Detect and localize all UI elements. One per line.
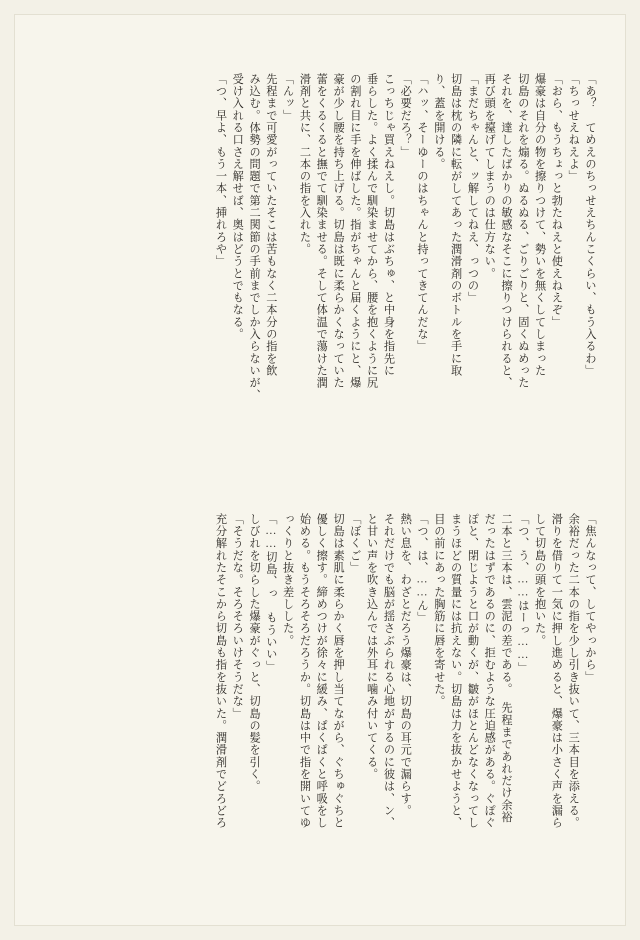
text-column: 「……切島、っ もういい」 [264, 513, 277, 673]
text-column: 「つ、は、……ん」 [416, 513, 429, 624]
text-column: 目の前にあった胸筋に唇を寄せた。 [432, 513, 445, 708]
text-column: それを、達したばかりの敏感なそこに擦りつけられると、 [500, 73, 513, 389]
text-block-lower [209, 513, 595, 843]
text-column: と甘い声を吹き込んでは外耳に噛み付いてくる。 [365, 513, 378, 781]
text-column: 切島は素肌に柔らかく唇を押し当てながら、ぐちゅぐちと [332, 513, 345, 829]
text-column: 切島は枕の隣に転がしてあった潤滑剤のボトルを手に取 [449, 73, 462, 377]
text-column: 「つ、う、……はーっ……」 [516, 513, 529, 675]
text-column: 「ぼくご」 [348, 513, 361, 574]
text-block-upper [209, 73, 595, 473]
text-column: 始める。もうそろそろだろうか。切島は中で指を開いてゆ [298, 513, 311, 829]
text-column: っくりと抜き差しした。 [281, 513, 294, 647]
text-column: 優しく擦す。締めつけが徐々に緩み、ぱくぱくと呼吸をし [315, 513, 328, 829]
text-column: 充分解れたそこから切島も指を抜いた。潤滑剤でどろどろ [214, 513, 227, 829]
text-column: だったはずであるのに、拒むような圧迫感がある。ぐぽぐ [483, 513, 496, 829]
text-column: 熱い息を、わざとだろう爆豪は、切島の耳元で漏らす。 [399, 513, 412, 817]
text-column: しびれを切らした爆豪がぐっと、切島の髪を引く。 [248, 513, 261, 793]
text-column: 二本と三本は、雲泥の差である。 先程まであれだけ余裕 [500, 513, 513, 824]
text-column: 余裕だった二本の指を少し引き抜いて、三本目を添える。 [567, 513, 580, 829]
text-column: 滑剤と共に、二本の指を入れた。 [298, 73, 311, 256]
text-column: 「つ、早よ、もう一本、挿れろや」 [214, 73, 227, 268]
text-column: 「必要だろ？」 [399, 73, 412, 159]
text-column: 「んッ」 [281, 73, 294, 122]
page-inner-frame [14, 14, 626, 926]
text-column: 垂らした。よく揉んで馴染ませてから、腰を抱くように尻 [365, 73, 378, 389]
text-column: 「あ？ てめえのちっせえちんこくらい、もう入るわ」 [584, 73, 596, 377]
text-column: 先程まで可愛がっていたそこは苦もなく二本分の指を飲 [264, 73, 277, 377]
text-column: 爆豪は自分の物を擦りつけて、勢いを無くしてしまった [533, 73, 546, 377]
text-column: それだけでも脳が揺さぶられる心地がするのに彼は、ン、 [382, 513, 395, 829]
text-column: 受け入れる口さえ解せば、奥はどうとでもなる。 [231, 73, 244, 341]
text-column: ぽと、閉じようと口が動くが、皺がほとんどなくなってし [466, 513, 479, 829]
text-column: 「ちっせえねえよ」 [567, 73, 580, 183]
text-column: 「おら、もうちょっと勃たねえと使えねえぞ」 [550, 73, 563, 329]
text-column: して切島の頭を抱いた。 [533, 513, 546, 647]
text-column: 「そうだな。そろそろいけそうだな」 [231, 513, 244, 720]
text-column: 豪が少し腰を持ち上げる。切島は既に柔らかくなっていた [332, 73, 345, 389]
text-column: り、蓋を開ける。 [432, 73, 445, 171]
text-column: 蕾をくるくると撫でて馴染ませる。そして体温で蕩けた潤 [315, 73, 328, 389]
text-column: こっちじゃ買えねえし。切島はぶちゅ、と中身を指先に [382, 73, 395, 377]
text-column: の割れ目に手を伸ばした。指がちゃんと届くようにと、爆 [348, 73, 361, 389]
text-column: 「まだちゃんと、ッ解してねえ、っつの」 [466, 73, 479, 304]
text-column: 切島のそれを煽る。ぬるぬる、ごりごりと、固くぬめった [516, 73, 529, 389]
text-column: 再び頭を擡げてしまうのは仕方ない。 [483, 73, 496, 280]
text-column: 「ハッ、そーゆーのはちゃんと持ってきてんだな」 [416, 73, 429, 353]
text-column: 滑りを借りて一気に押し進めると、爆豪は小さく声を漏ら [550, 513, 563, 829]
text-column: み込む。体勢の問題で第二関節の手前までしか入らないが、 [248, 73, 261, 402]
text-column: 「焦んなって、してやっから」 [584, 513, 596, 684]
text-column: まうほどの質量には抗えない。切島は力を抜かせようと、 [449, 513, 462, 829]
